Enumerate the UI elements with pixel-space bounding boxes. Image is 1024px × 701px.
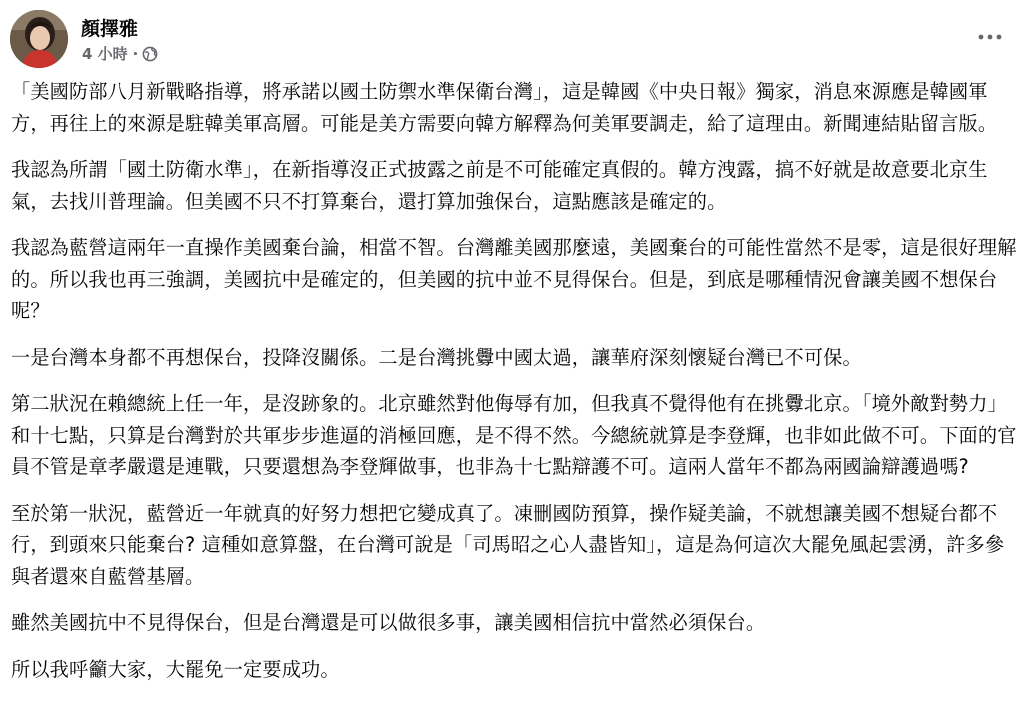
post-header (10, 8, 1014, 68)
post-paragraph: 至於第一狀況，藍營近一年就真的好努力想把它變成真了。凍刪國防預算，操作疑美論，不就想讓美國不想疑台都不行，到頭來只能棄台? 這種如意算盤，在台灣可說是「司馬昭之心人盡皆知」，這是為何這次大罷免風起雲湧，許多參與者還來自藍營基層。 (11, 501, 1005, 588)
post-body (11, 76, 1021, 700)
avatar-image (10, 10, 68, 68)
post-timestamp[interactable]: 4 小時 (82, 45, 128, 63)
post-paragraph: 雖然美國抗中不見得保台，但是台灣還是可以做很多事，讓美國相信抗中當然必須保台。 (11, 611, 766, 634)
meta-separator: · (132, 44, 139, 63)
post-paragraph: 「美國防部八月新戰略指導，將承諾以國土防禦水準保衛台灣」，這是韓國《中央日報》獨家，消息來源應是韓國軍方，再往上的來源是駐韓美軍高層。可能是美方需要向韓方解釋為何美軍要調走，給了這理由。新聞連結貼留言版。 (11, 80, 998, 135)
post-meta (82, 43, 158, 64)
more-options-icon[interactable] (972, 24, 1008, 50)
author-name[interactable]: 顏擇雅 (81, 18, 139, 40)
author-avatar[interactable] (10, 10, 68, 68)
post-paragraph: 一是台灣本身都不再想保台，投降沒關係。二是台灣挑釁中國太過，讓華府深刻懷疑台灣已不可保。 (11, 345, 862, 369)
post-paragraph: 第二狀況在賴總統上任一年，是沒跡象的。北京雖然對他侮辱有加，但我真不覺得他有在挑釁北京。「境外敵對勢力」和十七點，只算是台灣對於共軍步步進逼的消極回應，是不得不然。今總統就算是李登輝，也非如此做不可。下面的官員不管是章孝嚴還是連戰，只要還想為李登輝做事，也非為十七點辯護不可。這兩人當年不都為兩國論辯護過嗎? (11, 392, 1017, 478)
post-paragraph: 我認為藍營這兩年一直操作美國棄台論，相當不智。台灣離美國那麼遠，美國棄台的可能性當然不是零，這是很好理解的。所以我也再三強調，美國抗中是確定的，但美國的抗中並不見得保台。但是，到底是哪種情況會讓美國不想保台呢？ (11, 236, 1017, 322)
post-paragraph: 我認為所謂「國土防衛水準」，在新指導沒正式披露之前是不可能確定真假的。韓方洩露，搞不好就是故意要北京生氣，去找川普理論。但美國不只不打算棄台，還打算加強保台，這點應該是確定的。 (11, 158, 988, 213)
globe-icon[interactable] (142, 46, 158, 62)
post-paragraph: 所以我呼籲大家，大罷免一定要成功。 (11, 657, 340, 681)
